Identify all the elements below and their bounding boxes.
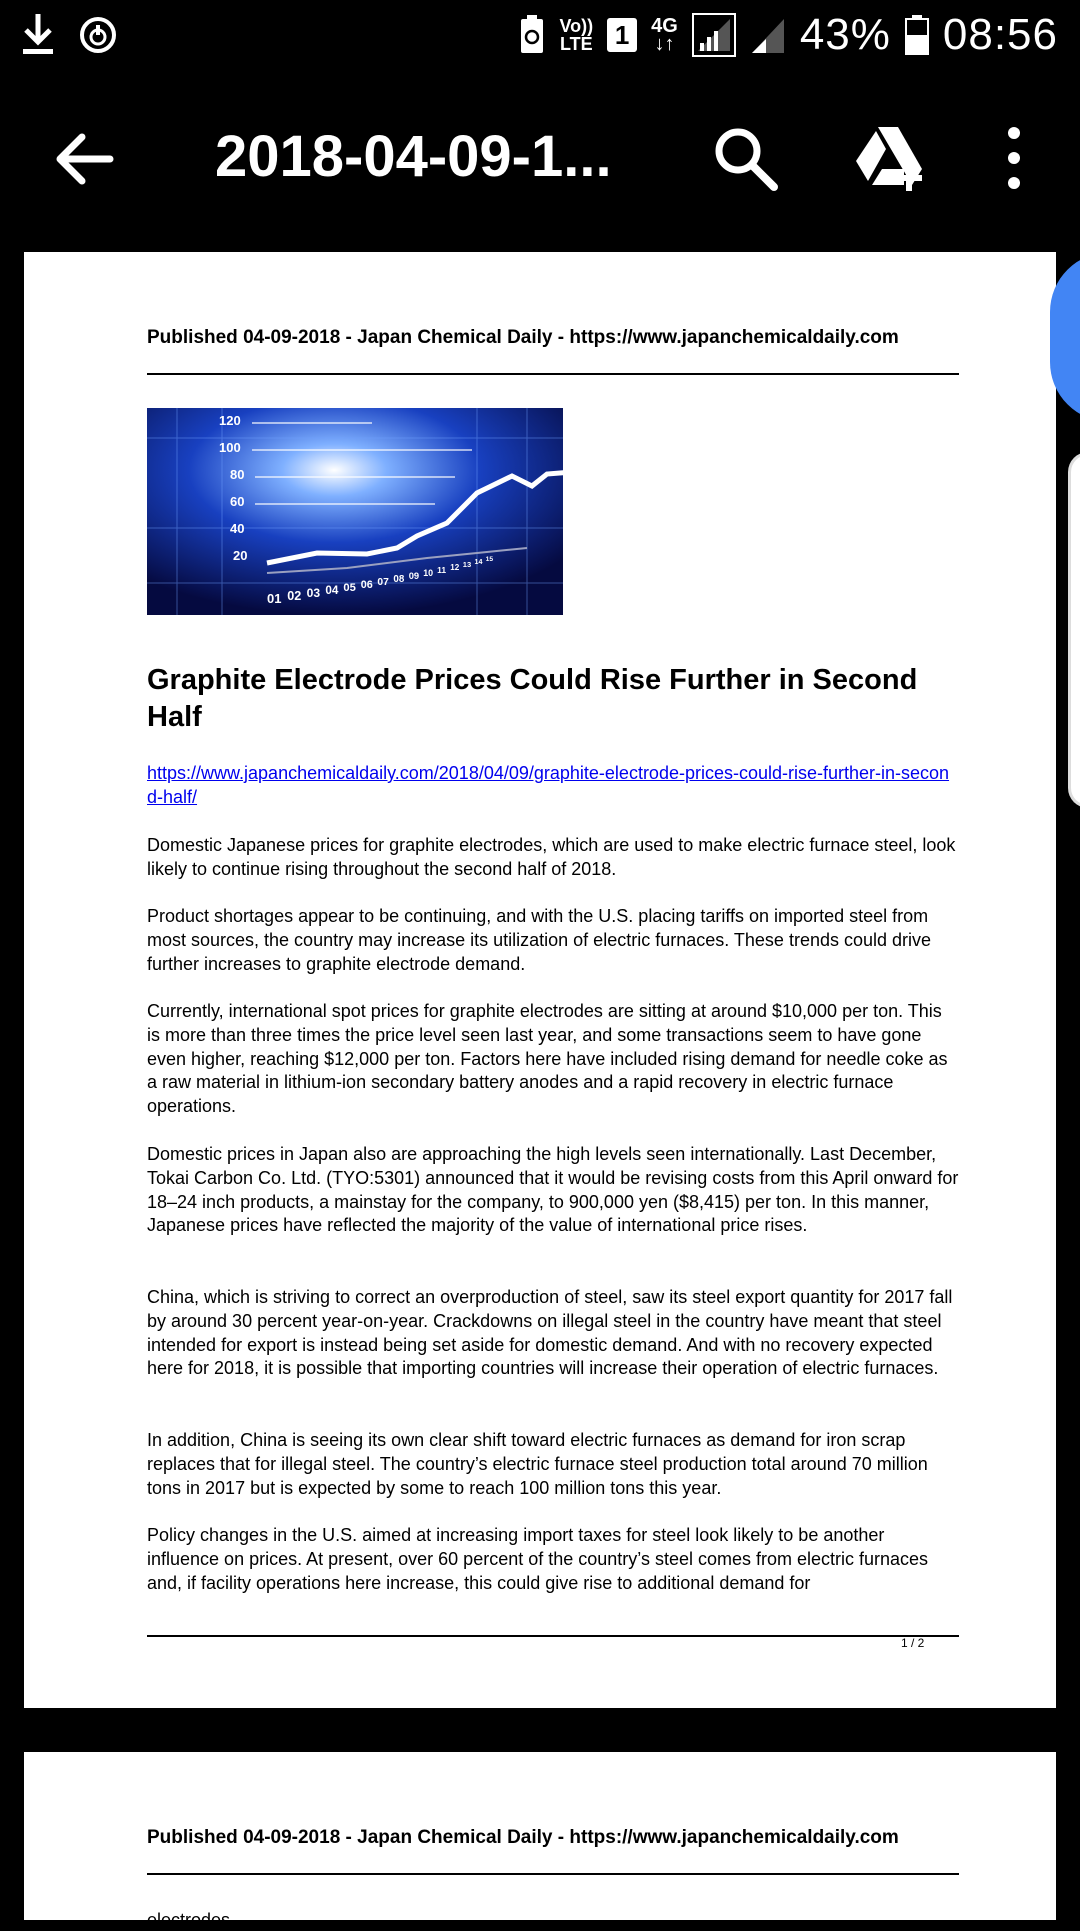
paragraph: China, which is striving to correct an overproduction of steel, saw its steel export quantity for 2017 fall by around 30 percent year-on-year. Crackdowns on illegal steel in the country have meant that steel intended for export is instead being set aside for domestic demand. And with no recovery expected here for 2018, it is possible that importing countries will increase their operation of electric furnaces. <box>147 1287 953 1379</box>
app-bar <box>0 75 1080 245</box>
paragraph: Domestic Japanese prices for graphite electrodes, which are used to make electric furnace steel, look likely to continue rising throughout the second half of 2018. <box>147 835 956 879</box>
image-x-tick: 15 <box>485 556 494 563</box>
image-y-tick: 80 <box>230 467 245 482</box>
image-x-tick: 14 <box>474 558 483 566</box>
pdf-page-2 <box>24 1752 1056 1930</box>
image-y-tick: 40 <box>230 521 245 536</box>
image-x-tick: 07 <box>377 577 389 588</box>
page-header: Published 04-09-2018 - Japan Chemical Daily - https://www.japanchemicaldaily.com <box>147 327 899 348</box>
image-x-tick: 03 <box>306 586 321 600</box>
page-header: Published 04-09-2018 - Japan Chemical Daily - https://www.japanchemicaldaily.com <box>147 1827 899 1848</box>
image-x-tick: 08 <box>393 574 405 585</box>
signal-strength-2-icon <box>750 15 786 55</box>
status-bar <box>0 0 1080 75</box>
signal-strength-icon <box>692 13 736 57</box>
image-y-tick: 120 <box>219 413 241 428</box>
add-to-drive-icon[interactable] <box>852 121 924 193</box>
back-arrow-icon[interactable] <box>52 127 116 191</box>
page-text: electrodes <box>147 1910 231 1930</box>
article-link[interactable]: https://www.japanchemicaldaily.com/2018/04/09/graphite-electrode-prices-could-rise-further-in-second-half/ <box>147 763 950 807</box>
image-x-tick: 10 <box>423 568 434 578</box>
search-icon[interactable] <box>712 125 778 191</box>
header-divider <box>147 1873 959 1875</box>
paragraph: Domestic prices in Japan also are approaching the high levels seen internationally. Last December, Tokai Carbon Co. Ltd. (TYO:5301) announced that it would be revising costs from this April onward for 18–24 inch products, a mainstay for the company, to 900,000 yen ($8,415) per ton. In this manner, Japanese prices have reflected the majority of the value of international price rises. <box>147 1144 959 1236</box>
clock: 08:56 <box>942 10 1058 59</box>
footer-divider <box>147 1635 959 1637</box>
network-type: 4G ↓↑ <box>651 15 678 55</box>
scroll-track <box>1068 452 1080 808</box>
image-x-tick: 12 <box>450 563 460 572</box>
paragraph: Currently, international spot prices for graphite electrodes are sitting at around $10,000 per ton. This is more than three times the price level seen last year, and some transactions seem to have gone even higher, reaching $12,000 per ton. Factors here have included rising demand for needle coke as a raw material in lithium-ion secondary battery anodes and a rapid recovery in electric furnace operations. <box>147 1001 948 1117</box>
more-options-icon[interactable] <box>1000 125 1028 191</box>
download-icon <box>20 12 56 58</box>
image-y-tick: 60 <box>230 494 245 509</box>
paragraph: Product shortages appear to be continuing, and with the U.S. placing tariffs on imported steel from most sources, the country may increase its utilization of electric furnaces. These trends could drive further increases to graphite electrode demand. <box>147 906 932 974</box>
image-x-tick: 06 <box>360 579 373 591</box>
volte-indicator: Vo)) LTE <box>559 16 594 54</box>
image-y-tick: 100 <box>219 440 241 455</box>
image-x-tick: 09 <box>408 570 420 581</box>
document-title: 2018-04-09-1... <box>215 124 612 189</box>
article-image <box>147 408 563 615</box>
image-x-tick: 04 <box>325 584 339 597</box>
battery-percentage: 43% <box>799 10 891 59</box>
image-x-tick: 01 <box>267 591 282 606</box>
paragraph: Policy changes in the U.S. aimed at increasing import taxes for steel look likely to be another influence on prices. At present, over 60 percent of the country’s steel comes from electric furnaces and, if facility operations here increase, this could give rise to additional demand for <box>147 1525 929 1593</box>
article-title: Graphite Electrode Prices Could Rise Further in Second Half <box>147 664 918 733</box>
sim-indicator: 1 <box>607 18 637 52</box>
pdf-page-1 <box>24 252 1056 1708</box>
image-x-tick: 02 <box>287 589 302 603</box>
header-divider <box>147 373 959 375</box>
image-x-tick: 13 <box>462 560 472 569</box>
battery-icon <box>905 15 929 55</box>
image-x-tick: 11 <box>437 565 447 575</box>
paragraph: In addition, China is seeing its own clear shift toward electric furnaces as demand for iron scrap replaces that for illegal steel. The country’s electric furnace steel production total around 70 million tons in 2017 but is expected by some to reach 100 million tons this year. <box>147 1430 928 1498</box>
image-y-tick: 20 <box>233 548 248 563</box>
image-x-tick: 05 <box>343 582 356 594</box>
page-number: 1 / 2 <box>901 1636 925 1650</box>
recycle-battery-icon <box>519 15 545 55</box>
power-saving-icon <box>78 15 118 55</box>
